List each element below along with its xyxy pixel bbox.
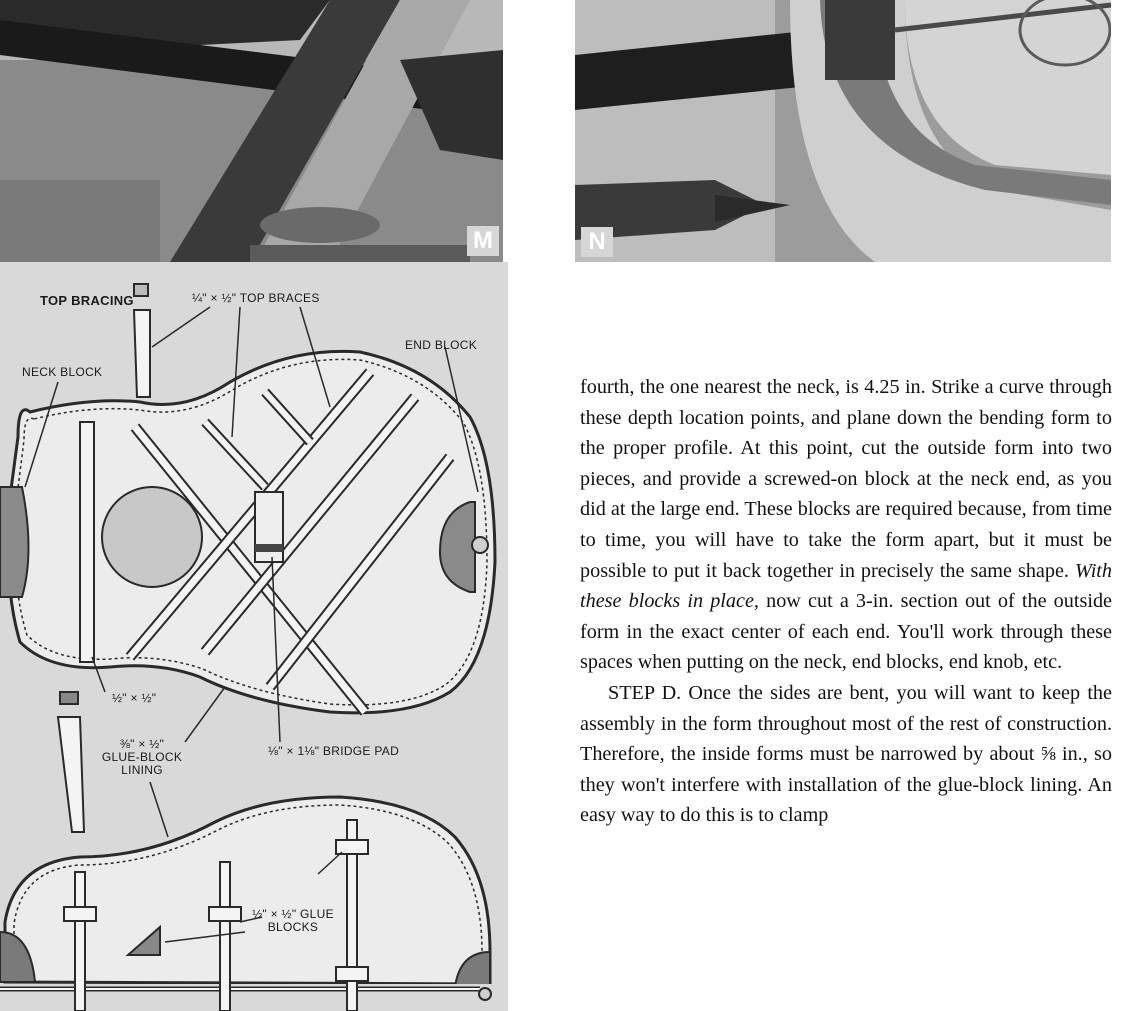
top-bracing-label: TOP BRACING [40,293,134,308]
paragraph-text: fourth, the one nearest the neck, is 4.25 in. Strike a curve through these depth location points, and plane down the bending form to the proper profile. At this point, cut the outside form into two pieces, and provide a screwed-on block at the neck end, as you did at the large end. These blocks are required because, from time to time, you will have to take the form apart, but it must be possible to put it back together in precisely the same shape. [580,376,1112,582]
glue-blocks-label: ½" × ½" GLUE BLOCKS [252,907,334,934]
photo-n [575,0,1111,262]
half-by-half-label: ½" × ½" [112,691,157,705]
paragraph-italic: With these blocks in place, [580,559,1113,613]
end-block-label: END BLOCK [405,338,478,352]
neck-block-label: NECK BLOCK [22,365,103,379]
paragraph-text: now cut a 3-in. section out of the outside form in the exact center of each end. You'll work through these spaces when putting on the neck, end blocks, end knob, etc. [580,590,1112,674]
body-text [580,372,1112,831]
paragraph [580,372,1112,678]
top-braces-label: ¼" × ½" TOP BRACES [192,291,320,305]
photo-n-image [575,0,1111,262]
photo-m-image [0,0,503,262]
photo-m [0,0,503,262]
bridge-pad-label: ⅛" × 1⅛" BRIDGE PAD [268,744,400,758]
glue-block-lining-label: ⅜" × ½" GLUE-BLOCK LINING [101,737,183,777]
paragraph-step-d: STEP D. Once the sides are bent, you will want to keep the assembly in the form throughout most of the rest of construction. Therefore, the inside forms must be narrowed by about ⅝ in., so they won't interfere with installation of the glue-block lining. An easy way to do this is to clamp [580,681,1112,827]
photo-label: N [581,227,613,257]
bracing-diagram [0,262,508,1011]
photo-label: M [467,226,499,256]
